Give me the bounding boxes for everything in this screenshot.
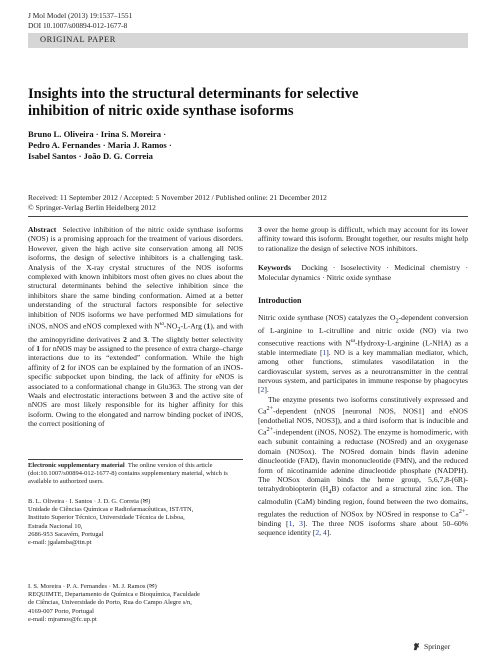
right-column <box>258 225 468 538</box>
article-title <box>28 86 468 120</box>
affiliation-1-line: Instituto Superior Técnico, Universidade Técnica de Lisboa, <box>28 514 185 522</box>
citation-link[interactable]: 2 <box>260 385 265 395</box>
esm-text: The online version of this article (doi:10.1007/s00894-012-1677-8) contains supplementary material, which is available to authorized users. <box>28 462 228 486</box>
abstract-text: Abstract Selective inhibition of the nitric oxide synthase isoforms (NOS) is a promising approach for the treatment of various disorders. However, given the high active site conservation among all NOS isoforms, the design of selective inhibitors is a challenging task. Analysis of the X-ray crystal structures of the NOS isoforms complexed with known inhibitors most often gives no clues about the structural determinants behind the selective inhibition since the inhibitors share the same binding conformation. Aimed at a better understanding of the structural factors responsible for selective inhibition of NOS isoforms we have performed MD simulations for iNOS, nNOS and eNOS complexed with $N^\omega-NO_2-L$-Arg (1), and with the aminopyridine derivatives 2 and 3. The slightly better selectivity of 1 for nNOS may be assigned to the presence of extra charge–charge interactions due to its “extended” conformation. While the high affinity of 2 for iNOS can be explained by the formation of an iNOS-specific subpocket upon binding, the lack of affinity for eNOS is associated to a conformational change in Glu363. The strong van der Waals and electrostatic interactions between 3 and the active site of nNOS are most likely responsible for its higher affinity for this isoform. Owing to the elongated and narrow binding pocket of iNOS, the correct positioning of <box>28 225 244 429</box>
springer-horse-icon <box>412 642 421 651</box>
publication-dates <box>28 193 468 212</box>
intro-paragraph-1: Nitric oxide synthase (NOS) catalyzes the $O_2$-dependent conversion of L-arginine to L-citrulline and nitric oxide (NO) via two consecutive reactions with $N^\omega-Hydroxy-L$-arginine (L-NHA) as a stable intermediate [1]. NO is a key mammalian mediator, which, among other functions, stimulates vasodilatation in the cardiovascular system, serves as a neurotransmitter in the central nervous system, and participates in immune response by phagocytes [2]. <box>258 313 468 395</box>
doi: DOI 10.1007/s00894-012-1677-8 <box>28 21 128 30</box>
article-type: ORIGINAL PAPER <box>40 35 116 44</box>
journal-reference <box>28 11 132 31</box>
publisher-mark <box>412 642 450 651</box>
keywords <box>258 263 468 282</box>
esm-label: Electronic supplementary material <box>28 462 125 469</box>
authors-line-2: Pedro A. Fernandes · Maria J. Ramos · <box>28 140 172 151</box>
article-type-bar <box>28 33 468 48</box>
title-line-1: Insights into the structural determinants for selective <box>28 86 359 102</box>
citation-link[interactable]: 2 <box>315 528 320 538</box>
affiliation-1-line: Estrada Nacional 10, <box>28 522 83 530</box>
intro-paragraph-2: The enzyme presents two isoforms constitutively expressed and $Ca^{2+}$-dependent (nNOS [neuronal NOS, NOS1] and eNOS [endothelial NOS, NOS3]), and a third isoform that is inducible and $Ca^{2+}$-independent (iNOS, NOS2). The enzyme is homodimeric, with each subunit containing a reductase (NOSred) and an oxygenase domain (NOSox). The NOSred domain binds flavin adenine dinucleotide (FAD), flavin mononucleotide (FMN), and the reduced form of nicotinamide adenine dinucleotide phosphate (NADPH). The NOSox domain binds the heme group, 5,6,7,8-(6R)-tetrahydrobiopterin $(H_4B)$ cofactor and a structural zinc ion. The calmodulin (CaM) binding region, found between the two domains, regulates the reduction of NOSox by NOSred in response to $Ca^{2+}$-binding [1, 3]. The three NOS isoforms share about 50–60% sequence identity [2, 4]. <box>258 394 468 538</box>
affiliation-2-email[interactable]: e-mail: mjramos@fc.up.pt <box>28 615 97 623</box>
authors-line-1: Bruno L. Oliveira · Irina S. Moreira · <box>28 129 167 139</box>
header-divider <box>28 216 468 217</box>
keywords-label: Keywords <box>258 263 291 273</box>
authors-line-3: Isabel Santos · João D. G. Correia <box>28 151 153 162</box>
footnote-divider <box>28 459 243 460</box>
affiliation-1-line: 2686-953 Sacavém, Portugal <box>28 530 104 538</box>
affiliation-2 <box>28 583 243 624</box>
title-line-2: inhibition of nitric oxide synthase isoforms <box>28 103 294 119</box>
affiliation-1 <box>28 498 243 547</box>
copyright: © Springer-Verlag Berlin Heidelberg 2012 <box>28 202 156 212</box>
affiliation-2-line: de Ciências, Universidade do Porto, Rua do Campo Alegre s/n, <box>28 599 192 607</box>
affiliation-1-names: B. L. Oliveira · I. Santos · J. D. G. Correia (✉) <box>28 498 151 505</box>
citation-link[interactable]: 3 <box>299 518 303 528</box>
affiliation-1-email[interactable]: e-mail: jgalamba@itn.pt <box>28 539 92 547</box>
citation-link[interactable]: 1 <box>288 518 293 528</box>
affiliation-2-names: I. S. Moreira · P. A. Fernandes · M. J. Ramos (✉) <box>28 583 157 590</box>
journal-citation: J Mol Model (2013) 19:1537–1551 <box>28 11 133 20</box>
introduction-heading: Introduction <box>258 296 302 306</box>
supplementary-note <box>28 462 243 487</box>
affiliation-1-line: Unidade de Ciências Químicas e Radiofarmacêuticas, IST/ITN, <box>28 506 194 514</box>
affiliation-2-line: REQUIMTE, Departamento de Química e Bioquímica, Faculdade <box>28 591 200 599</box>
publisher-name: Springer <box>424 642 451 651</box>
affiliation-2-line: 4169-007 Porto, Portugal <box>28 607 94 615</box>
citation-link[interactable]: 4 <box>322 528 327 538</box>
abstract-continuation: 3 over the heme group is difficult, which may account for its lower affinity toward this isoform. Brought together, our results might help to rationalize the design of selective NOS inhibitors. <box>258 225 468 253</box>
citation-link[interactable]: 1 <box>322 347 327 357</box>
keywords-text: Docking · Isoselectivity · Medicinal chemistry · Molecular dynamics · Nitric oxide synthase <box>258 263 468 282</box>
abstract-column <box>28 225 243 429</box>
received-dates: Received: 11 September 2012 / Accepted: 5 November 2012 / Published online: 21 December 2012 <box>28 193 327 202</box>
author-list <box>28 129 468 163</box>
abstract-label: Abstract <box>28 225 57 234</box>
